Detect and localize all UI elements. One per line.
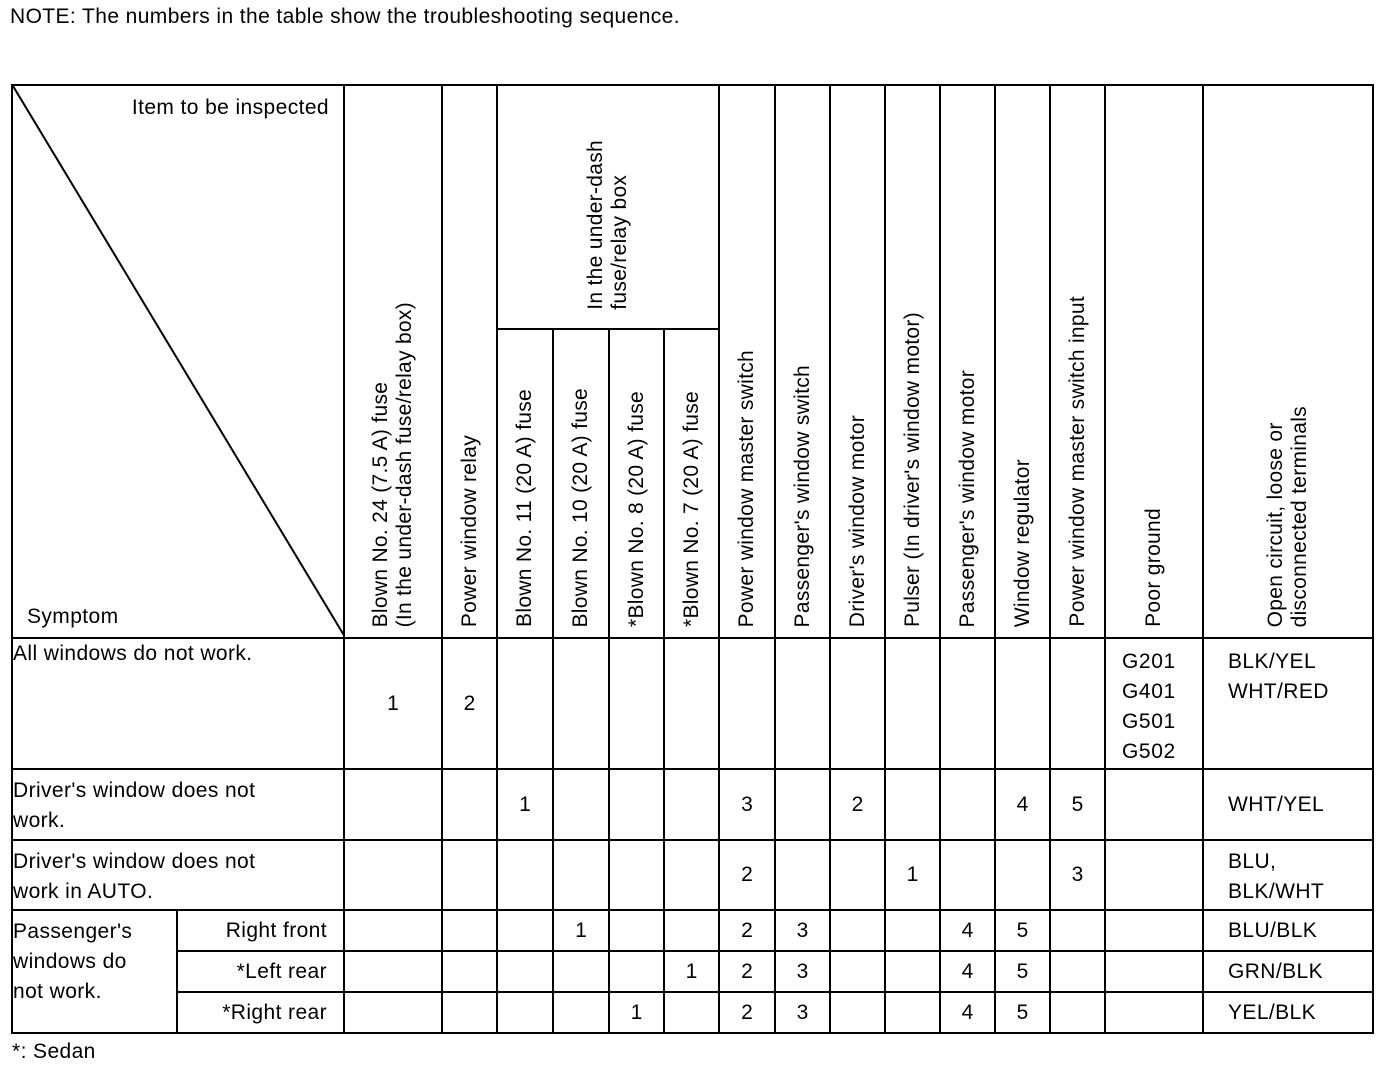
- troubleshooting-table: [11, 84, 1374, 1034]
- terminal-value: WHT/YEL: [1203, 769, 1373, 840]
- col-header-fuse-11: Blown No. 11 (20 A) fuse: [497, 329, 553, 638]
- item-to-be-inspected-label: Item to be inspected: [131, 96, 329, 119]
- cell-value: 4: [940, 910, 995, 951]
- symptom-driver-window: Driver's window does not work.: [12, 769, 344, 840]
- table-row: [12, 910, 1373, 951]
- cell-value: 1: [497, 769, 553, 840]
- cell-value: 2: [719, 951, 775, 992]
- sub-symptom-right-rear: *Right rear: [177, 992, 344, 1033]
- terminal-value: YEL/BLK: [1203, 992, 1373, 1033]
- cell-value: 1: [553, 910, 609, 951]
- symptom-passenger-windows: Passenger's windows do not work.: [12, 910, 177, 1033]
- cell-value: 5: [995, 992, 1050, 1033]
- sub-symptom-left-rear: *Left rear: [177, 951, 344, 992]
- note-text: NOTE: The numbers in the table show the troubleshooting sequence.: [10, 5, 680, 28]
- terminal-list: BLK/YEL WHT/RED: [1203, 638, 1373, 769]
- col-header-passenger-switch: Passenger's window switch: [775, 85, 830, 638]
- col-header-fuse-8: *Blown No. 8 (20 A) fuse: [609, 329, 664, 638]
- table-row: [12, 951, 1373, 992]
- footnote: *: Sedan: [12, 1040, 96, 1063]
- cell-value: 2: [719, 840, 775, 910]
- col-header-window-regulator: Window regulator: [995, 85, 1050, 638]
- table-row: [12, 769, 1373, 840]
- cell-value: 3: [775, 992, 830, 1033]
- symptom-driver-auto: Driver's window does not work in AUTO.: [12, 840, 344, 910]
- terminal-value: BLU/BLK: [1203, 910, 1373, 951]
- col-header-driver-motor: Driver's window motor: [830, 85, 885, 638]
- col-header-pulser: Pulser (In driver's window motor): [885, 85, 940, 638]
- table-row: [12, 992, 1373, 1033]
- cell-value: 1: [885, 840, 940, 910]
- sub-symptom-right-front: Right front: [177, 910, 344, 951]
- cell-value: 4: [995, 769, 1050, 840]
- header-diagonal-cell: [12, 85, 344, 638]
- symptom-label: Symptom: [27, 605, 119, 628]
- cell-value: 2: [830, 769, 885, 840]
- ground-list: G201 G401 G501 G502: [1105, 638, 1203, 769]
- cell-value: 2: [442, 638, 497, 769]
- group-header-under-dash: In the under-dash fuse/relay box: [497, 85, 719, 329]
- cell-value: 3: [719, 769, 775, 840]
- table-row: [12, 840, 1373, 910]
- cell-value: 5: [1050, 769, 1105, 840]
- col-header-master-switch-input: Power window master switch input: [1050, 85, 1105, 638]
- cell-value: 1: [664, 951, 719, 992]
- col-header-power-window-relay: Power window relay: [442, 85, 497, 638]
- cell-value: 5: [995, 910, 1050, 951]
- col-header-passenger-motor: Passenger's window motor: [940, 85, 995, 638]
- diagonal-line: [13, 86, 344, 638]
- col-header-fuse-10: Blown No. 10 (20 A) fuse: [553, 329, 609, 638]
- cell-value: 5: [995, 951, 1050, 992]
- symptom-all-windows: All windows do not work.: [12, 638, 344, 769]
- cell-value: 1: [609, 992, 664, 1033]
- cell-value: 4: [940, 951, 995, 992]
- cell-value: 3: [1050, 840, 1105, 910]
- terminal-value: GRN/BLK: [1203, 951, 1373, 992]
- cell-value: 2: [719, 910, 775, 951]
- cell-value: 3: [775, 951, 830, 992]
- cell-value: 4: [940, 992, 995, 1033]
- table-row: [12, 638, 1373, 769]
- col-header-open-circuit: Open circuit, loose or disconnected terminals: [1203, 85, 1373, 638]
- cell-value: 3: [775, 910, 830, 951]
- col-header-fuse-7: *Blown No. 7 (20 A) fuse: [664, 329, 719, 638]
- cell-value: 2: [719, 992, 775, 1033]
- terminal-list: BLU, BLK/WHT: [1203, 840, 1373, 910]
- col-header-poor-ground: Poor ground: [1105, 85, 1203, 638]
- cell-value: 1: [344, 638, 442, 769]
- col-header-master-switch: Power window master switch: [719, 85, 775, 638]
- col-header-fuse-24: Blown No. 24 (7.5 A) fuse (In the under-dash fuse/relay box): [344, 85, 442, 638]
